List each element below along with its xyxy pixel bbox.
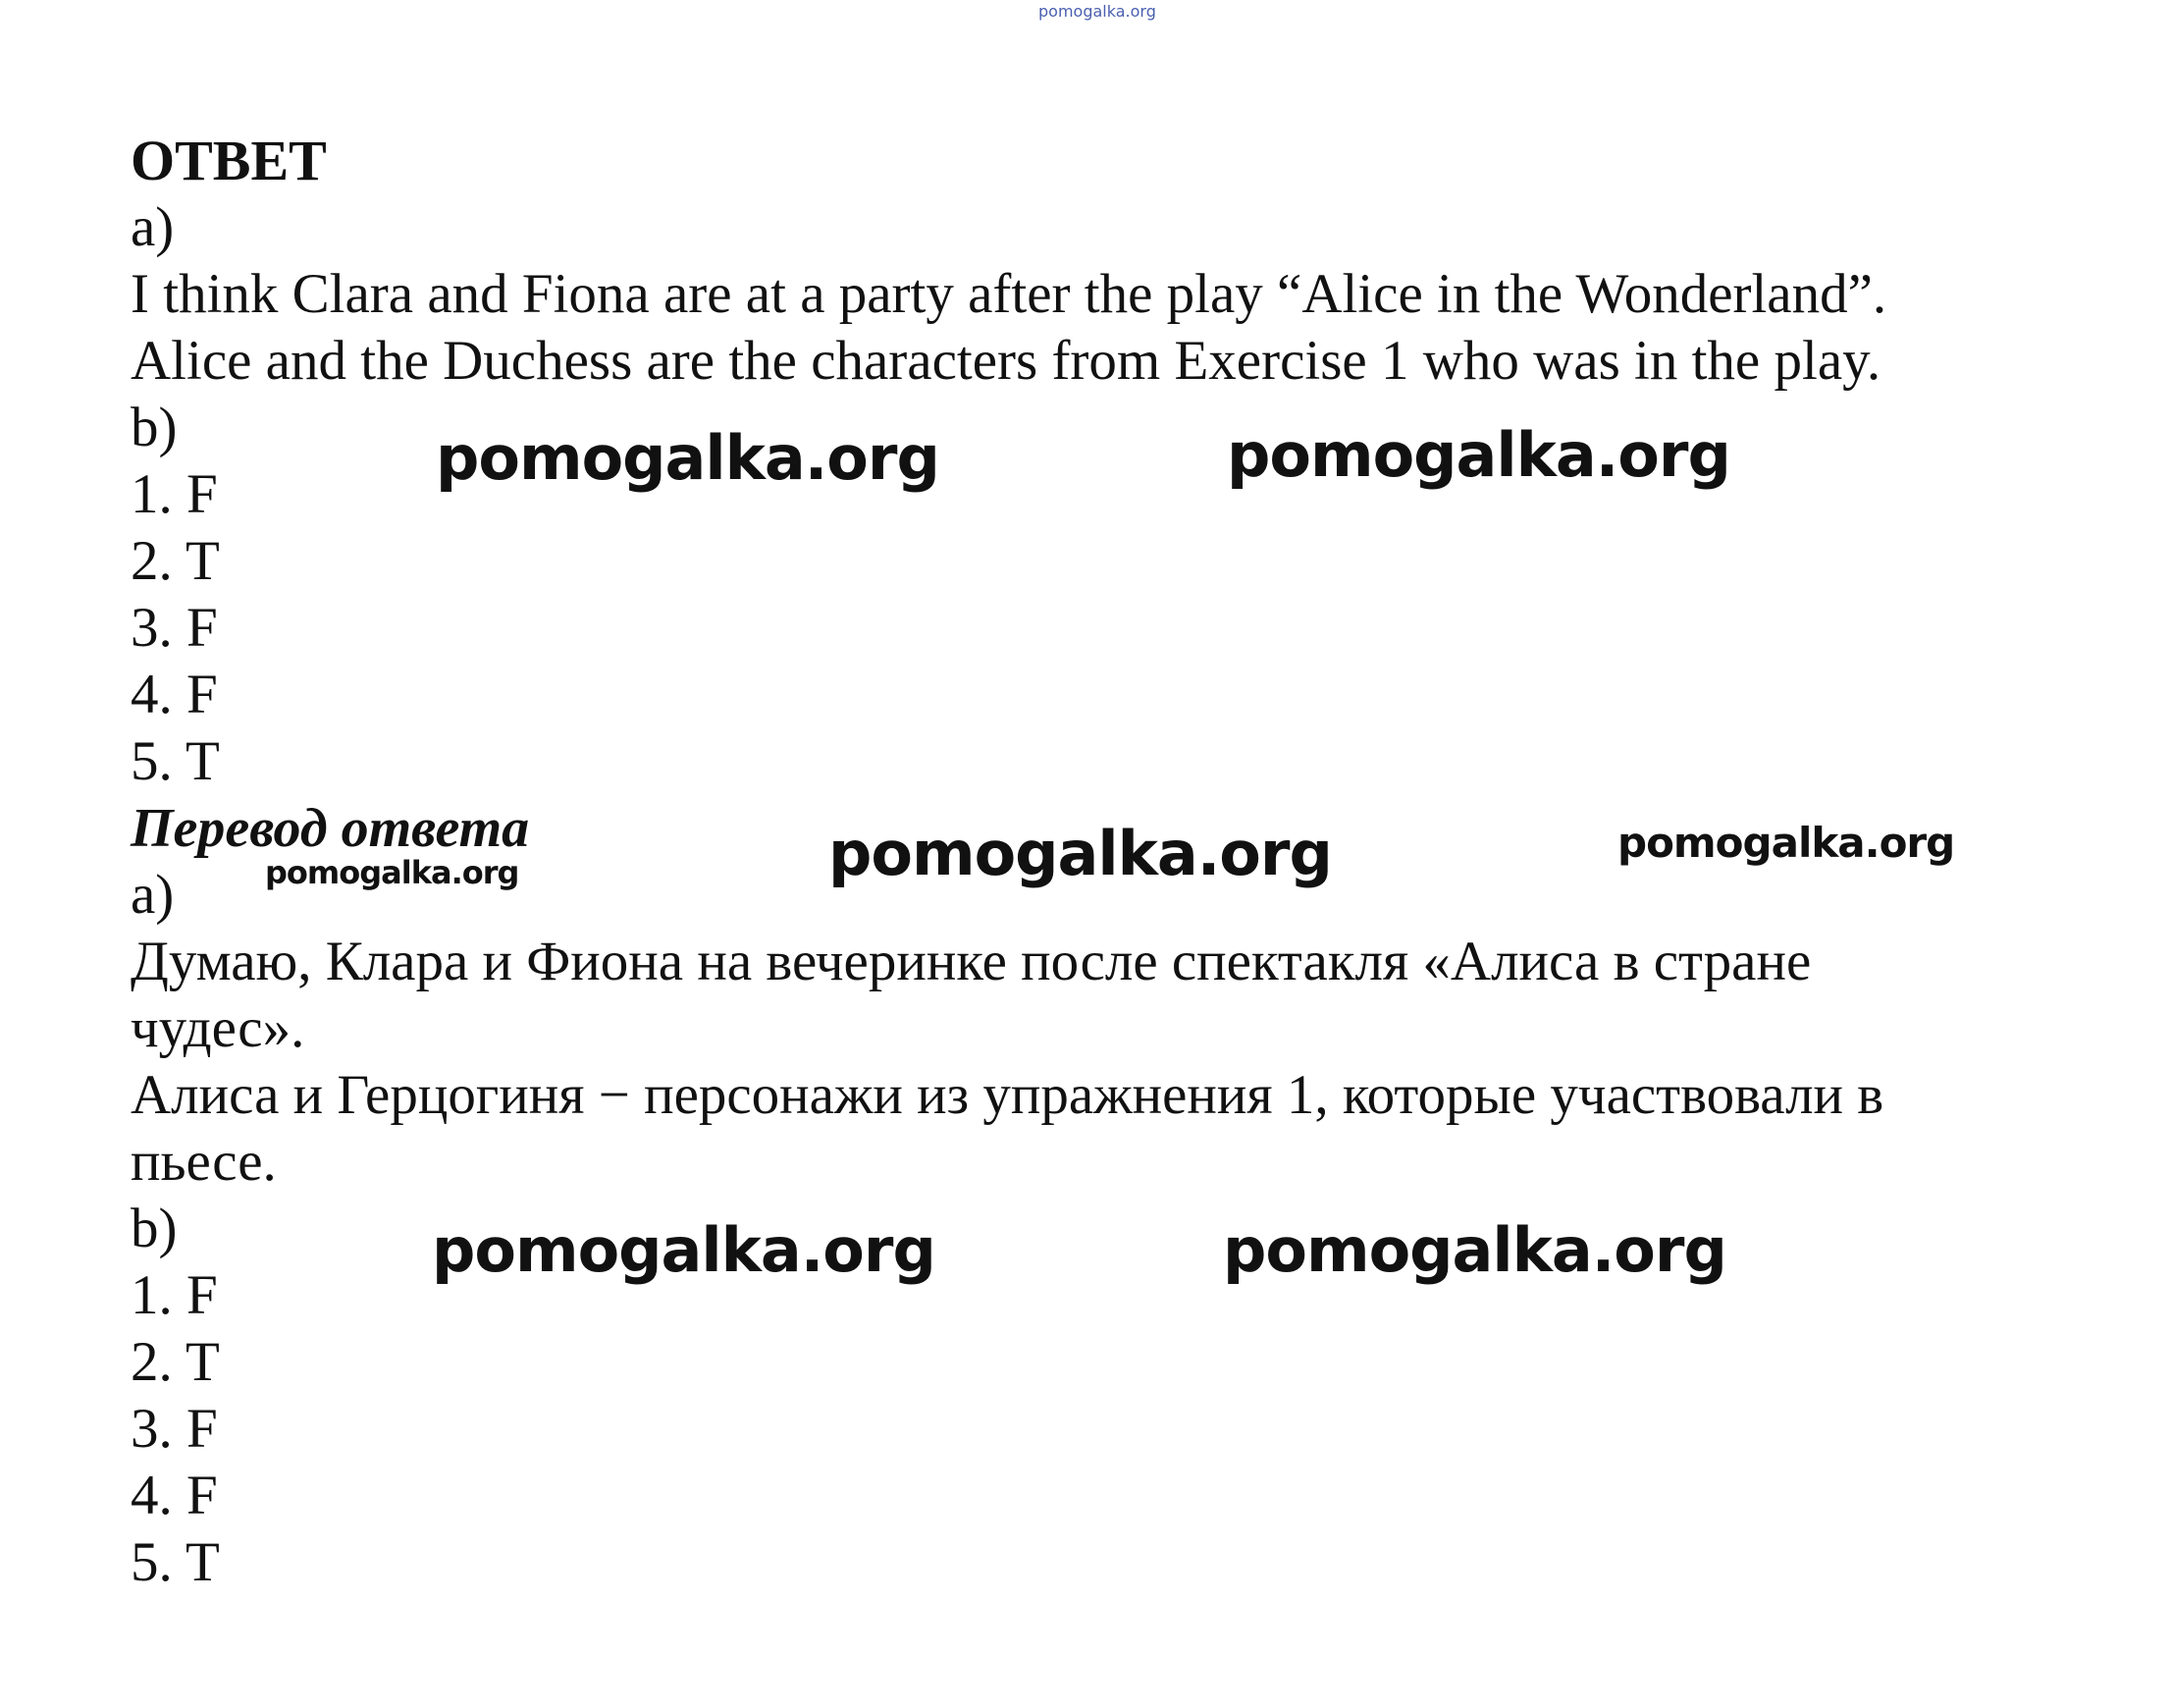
translation-part-a-label: a) bbox=[131, 864, 175, 926]
answer-item-4: 4. F bbox=[131, 664, 218, 725]
watermark-2: pomogalka.org bbox=[1227, 419, 1730, 491]
answer-part-a-label: a) bbox=[131, 196, 175, 258]
answer-item-3: 3. F bbox=[131, 597, 218, 659]
translation-paragraph-2: Алиса и Герцогиня − персонажи из упражнения 1, которые участвовали в пьесе. bbox=[131, 1064, 1884, 1193]
answer-part-a-line-1: I think Clara and Fiona are at a party after the play “Alice in the Wonderland”. bbox=[131, 263, 1887, 325]
answer-part-b-label: b) bbox=[131, 397, 178, 458]
watermark-5: pomogalka.org bbox=[265, 854, 519, 891]
watermark-1: pomogalka.org bbox=[436, 422, 939, 494]
translation-paragraph-1: Думаю, Клара и Фиона на вечеринке после спектакля «Алиса в стране чудес». bbox=[131, 931, 1812, 1059]
watermark-4: pomogalka.org bbox=[1617, 819, 1955, 867]
answer-heading: ОТВЕТ bbox=[131, 129, 327, 192]
translation-item-1: 1. F bbox=[131, 1264, 218, 1326]
translation-item-4: 4. F bbox=[131, 1465, 218, 1526]
watermark-7: pomogalka.org bbox=[1223, 1214, 1726, 1286]
watermark-6: pomogalka.org bbox=[432, 1214, 935, 1286]
answer-item-5: 5. T bbox=[131, 730, 220, 792]
answer-item-2: 2. T bbox=[131, 530, 220, 592]
translation-item-2: 2. T bbox=[131, 1331, 220, 1393]
watermark-3: pomogalka.org bbox=[828, 818, 1332, 889]
answer-part-a-line-2: Alice and the Duchess are the characters from Exercise 1 who was in the play. bbox=[131, 330, 1881, 392]
answer-item-1: 1. F bbox=[131, 463, 218, 525]
translation-item-5: 5. T bbox=[131, 1531, 220, 1593]
translation-heading: Перевод ответа bbox=[131, 798, 530, 859]
translation-item-3: 3. F bbox=[131, 1398, 218, 1460]
top-watermark: pomogalka.org bbox=[1038, 2, 1156, 21]
translation-part-b-label: b) bbox=[131, 1198, 178, 1259]
